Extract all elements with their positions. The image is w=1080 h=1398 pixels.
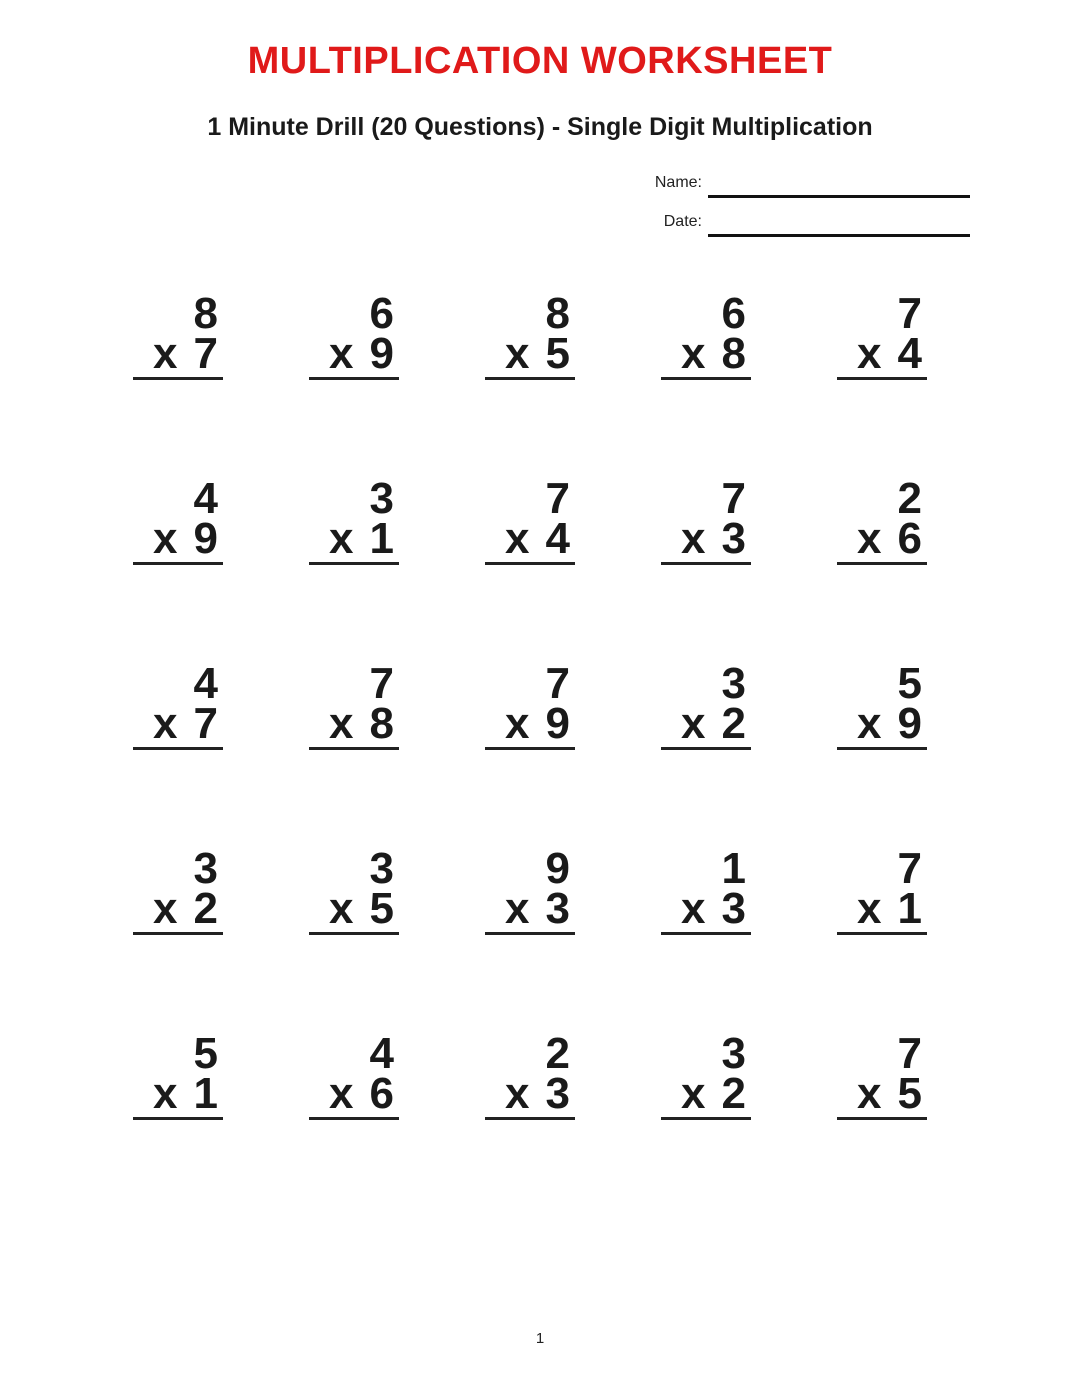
multiplication-problem [485, 659, 575, 750]
name-label: Name: [654, 174, 702, 191]
multiplication-problem [309, 844, 399, 935]
multiplication-problem [309, 289, 399, 380]
multiplicand: 6 [369, 289, 394, 338]
multiplier-row [661, 884, 751, 933]
multiplier-row [485, 1069, 575, 1118]
multiplicand: 7 [721, 474, 746, 523]
multiply-operator: x [681, 514, 706, 563]
multiplicand: 1 [721, 844, 746, 893]
multiplication-problem [133, 1029, 223, 1120]
multiplier-row [661, 329, 751, 378]
multiplier: 9 [193, 514, 218, 563]
multiplicand: 6 [721, 289, 746, 338]
multiplication-problem [661, 659, 751, 750]
multiplier: 8 [369, 699, 394, 748]
multiply-operator: x [329, 329, 354, 378]
multiplier: 5 [897, 1069, 922, 1118]
multiplier: 6 [369, 1069, 394, 1118]
multiplier: 1 [369, 514, 394, 563]
multiply-operator: x [681, 884, 706, 933]
multiplier: 3 [721, 514, 746, 563]
multiply-operator: x [857, 514, 882, 563]
multiplier: 9 [545, 699, 570, 748]
multiplicand: 4 [193, 474, 218, 523]
multiplier: 3 [721, 884, 746, 933]
multiply-operator: x [153, 1069, 178, 1118]
multiplicand: 3 [369, 844, 394, 893]
multiplier-row [485, 329, 575, 378]
multiplicand: 7 [897, 844, 922, 893]
multiply-operator: x [857, 329, 882, 378]
multiplier: 4 [897, 329, 922, 378]
multiplier-row [309, 514, 399, 563]
multiplier-row [133, 884, 223, 933]
multiplicand: 5 [193, 1029, 218, 1078]
multiplication-problem [133, 289, 223, 380]
multiplicand: 8 [193, 289, 218, 338]
multiplier: 9 [897, 699, 922, 748]
multiplicand: 4 [369, 1029, 394, 1078]
multiplication-problem [661, 474, 751, 565]
multiplication-problem [661, 289, 751, 380]
multiply-operator: x [153, 699, 178, 748]
multiplication-problem [309, 1029, 399, 1120]
multiplication-problem [837, 844, 927, 935]
multiplication-problem [485, 289, 575, 380]
multiplication-problem [661, 1029, 751, 1120]
multiplier-row [661, 699, 751, 748]
multiplication-problem [837, 289, 927, 380]
multiply-operator: x [329, 884, 354, 933]
multiplication-problem [309, 659, 399, 750]
multiply-operator: x [857, 884, 882, 933]
multiplicand: 3 [721, 659, 746, 708]
multiplier-row [485, 514, 575, 563]
problems-grid [133, 289, 927, 1219]
multiply-operator: x [329, 699, 354, 748]
multiplier: 2 [721, 699, 746, 748]
multiplier-row [485, 699, 575, 748]
page-number: 1 [535, 1330, 545, 1347]
multiply-operator: x [505, 514, 530, 563]
multiplier: 4 [545, 514, 570, 563]
multiplier-row [837, 514, 927, 563]
multiplier-row [485, 884, 575, 933]
multiplier-row [133, 699, 223, 748]
multiply-operator: x [153, 514, 178, 563]
name-field-row [650, 170, 970, 192]
multiplication-problem [485, 1029, 575, 1120]
multiplier-row [661, 514, 751, 563]
multiply-operator: x [681, 329, 706, 378]
multiplier-row [309, 699, 399, 748]
multiplication-problem [837, 474, 927, 565]
multiply-operator: x [681, 699, 706, 748]
multiplier: 2 [721, 1069, 746, 1118]
name-input-line [708, 181, 970, 198]
multiply-operator: x [681, 1069, 706, 1118]
multiplication-problem [837, 659, 927, 750]
date-label: Date: [663, 213, 702, 230]
page-title: MULTIPLICATION WORKSHEET [247, 40, 833, 82]
multiplier-row [309, 1069, 399, 1118]
multiplicand: 4 [193, 659, 218, 708]
multiplier-row [837, 1069, 927, 1118]
multiplicand: 7 [545, 474, 570, 523]
multiplier: 5 [369, 884, 394, 933]
multiplier: 1 [193, 1069, 218, 1118]
multiplier-row [133, 514, 223, 563]
multiplicand: 8 [545, 289, 570, 338]
multiplication-problem [133, 659, 223, 750]
date-field-row [650, 209, 970, 231]
multiply-operator: x [505, 329, 530, 378]
multiplication-problem [485, 844, 575, 935]
multiplier: 7 [193, 329, 218, 378]
multiplicand: 3 [721, 1029, 746, 1078]
multiplicand: 2 [545, 1029, 570, 1078]
multiplicand: 7 [369, 659, 394, 708]
multiply-operator: x [857, 1069, 882, 1118]
multiply-operator: x [329, 514, 354, 563]
multiplier-row [837, 329, 927, 378]
multiplier: 1 [897, 884, 922, 933]
multiplier: 9 [369, 329, 394, 378]
multiplier-row [133, 1069, 223, 1118]
multiplication-problem [133, 844, 223, 935]
multiplication-problem [837, 1029, 927, 1120]
header-fields [650, 170, 970, 248]
multiplication-problem [133, 474, 223, 565]
multiply-operator: x [329, 1069, 354, 1118]
multiplier: 7 [193, 699, 218, 748]
multiplicand: 7 [897, 289, 922, 338]
page-subtitle: 1 Minute Drill (20 Questions) - Single Digit Multiplication [207, 113, 873, 141]
multiplicand: 3 [369, 474, 394, 523]
date-input-line [708, 220, 970, 237]
multiplicand: 9 [545, 844, 570, 893]
multiplicand: 3 [193, 844, 218, 893]
multiplier: 3 [545, 1069, 570, 1118]
multiplier: 3 [545, 884, 570, 933]
multiplication-problem [309, 474, 399, 565]
multiplier-row [309, 329, 399, 378]
multiply-operator: x [505, 699, 530, 748]
multiply-operator: x [505, 884, 530, 933]
multiplier-row [309, 884, 399, 933]
multiply-operator: x [857, 699, 882, 748]
multiplicand: 2 [897, 474, 922, 523]
multiplier-row [837, 699, 927, 748]
multiplicand: 5 [897, 659, 922, 708]
multiplier: 6 [897, 514, 922, 563]
multiply-operator: x [153, 884, 178, 933]
multiplier: 5 [545, 329, 570, 378]
multiplier: 8 [721, 329, 746, 378]
multiplicand: 7 [545, 659, 570, 708]
multiplication-problem [485, 474, 575, 565]
multiplier-row [837, 884, 927, 933]
multiplier-row [133, 329, 223, 378]
multiplication-problem [661, 844, 751, 935]
multiply-operator: x [153, 329, 178, 378]
multiplier: 2 [193, 884, 218, 933]
multiplier-row [661, 1069, 751, 1118]
multiply-operator: x [505, 1069, 530, 1118]
multiplicand: 7 [897, 1029, 922, 1078]
